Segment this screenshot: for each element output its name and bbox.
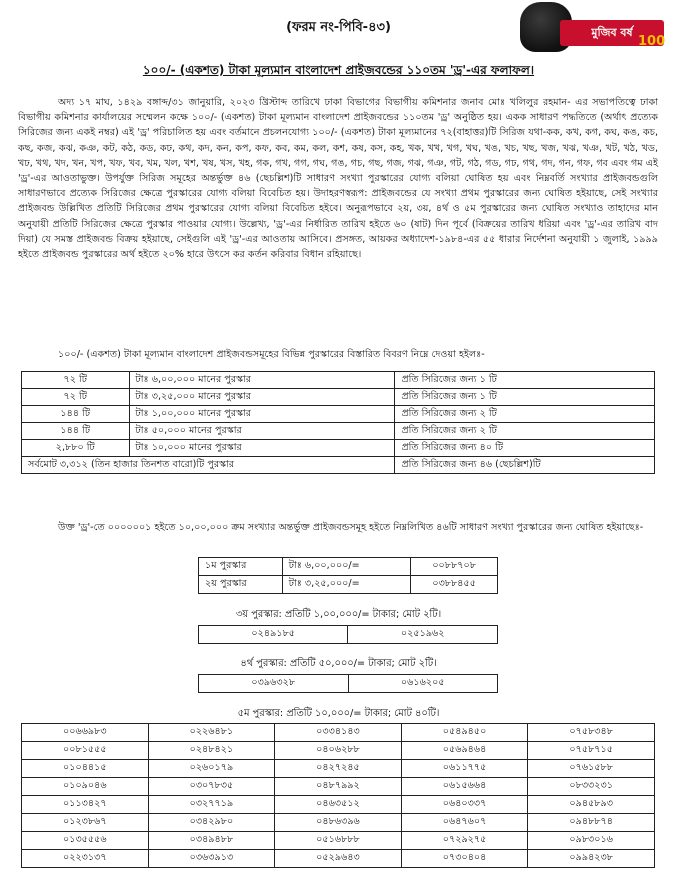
third-prize-table	[198, 625, 498, 644]
prize-count-cell: ২,৮৮০ টি	[22, 440, 130, 457]
prize-total-label: সর্বমোট ৩,৩১২ (তিন হাজার তিনশত বারো)টি পুরস্কার	[22, 457, 395, 474]
fifth-prize-number: ০১১৩৪২৭	[22, 796, 149, 814]
prize-amount-cell: টাঃ ৩,২৫,০০০ মানের পুরস্কার	[129, 389, 395, 406]
fifth-prize-number: ০৪৬৩৫১২	[275, 796, 402, 814]
table-row-total	[22, 457, 655, 474]
fifth-prize-number: ০৪৮৬৩৯৬	[275, 814, 402, 832]
mujib-borsho-logo	[520, 2, 670, 52]
first-second-prize-table	[198, 557, 498, 594]
fifth-prize-number: ০৮৩৩২৩১	[528, 778, 655, 796]
table-row	[199, 576, 498, 594]
prize-number-cell: ০৩৮৮৪৫৫	[411, 576, 498, 594]
logo-number: 100	[638, 34, 666, 49]
fifth-prize-number: ০৪৮৭৯৯২	[275, 778, 402, 796]
fifth-prize-number: ০৯৮৩০১৬	[528, 832, 655, 850]
fifth-prize-number: ০৩৬৩৯১৩	[148, 850, 275, 868]
table-row	[22, 440, 655, 457]
table-row	[22, 778, 655, 796]
per-series-cell: প্রতি সিরিজের জন্য ২ টি	[395, 423, 655, 440]
prize-amount-cell: টাঃ ৬,০০,০০০/=	[282, 558, 411, 576]
fifth-prize-number: ০০৮১৫৫৫	[22, 742, 149, 760]
form-number: (ফরম নং-পিবি-৪৩)	[286, 20, 391, 35]
table-row	[22, 372, 655, 389]
table-row	[22, 850, 655, 868]
fifth-prize-number: ০১৩৫৫৫৬	[22, 832, 149, 850]
prize-label-cell: ১ম পুরস্কার	[199, 558, 283, 576]
fourth-prize-table	[198, 674, 498, 693]
fifth-prize-number: ০৭৬১৫৮৮	[528, 760, 655, 778]
fifth-prize-caption: ৫ম পুরস্কার: প্রতিটি ১০,০০০/= টাকার; মোট ৪০টি।	[237, 708, 440, 719]
third-prize-number: ০২৫১৯৬২	[348, 626, 498, 644]
fifth-prize-number: ০৭৫৮৩৪৮	[528, 724, 655, 742]
fifth-prize-number: ০১০৯০৪৬	[22, 778, 149, 796]
table-row	[22, 389, 655, 406]
fifth-prize-number: ০৩০৭৮৩৫	[148, 778, 275, 796]
fifth-prize-number: ০৯৪৮৮৭৪	[528, 814, 655, 832]
prize-amount-cell: টাঃ ১০,০০০ মানের পুরস্কার	[129, 440, 395, 457]
table-row	[22, 742, 655, 760]
table-row	[199, 675, 498, 693]
fifth-prize-number: ০১০৪৪১৫	[22, 760, 149, 778]
body-paragraph	[18, 95, 658, 262]
prize-amount-cell: টাঃ ৩,২৫,০০০/=	[282, 576, 411, 594]
prize-count-cell: ৭২ টি	[22, 389, 130, 406]
third-prize-caption: ৩য় পুরস্কার: প্রতিটি ১,০০,০০০/= টাকার; মোট ২টি।	[235, 609, 442, 620]
table-row	[199, 558, 498, 576]
prize-count-cell: ৭২ টি	[22, 372, 130, 389]
prize-label-cell: ২য় পুরস্কার	[199, 576, 283, 594]
fifth-prize-number: ০৯৪৫৮৯৩	[528, 796, 655, 814]
logo-text: মুজিব বর্ষ	[560, 20, 664, 46]
per-series-cell: প্রতি সিরিজের জন্য ৪০ টি	[395, 440, 655, 457]
table-row	[22, 406, 655, 423]
per-series-cell: প্রতি সিরিজের জন্য ২ টি	[395, 406, 655, 423]
fifth-prize-number: ০৪০৬২৮৮	[275, 742, 402, 760]
table-row	[22, 796, 655, 814]
prize-amount-cell: টাঃ ১,০০,০০০ মানের পুরস্কার	[129, 406, 395, 423]
fifth-prize-number: ০৭৫৮৭১৫	[528, 742, 655, 760]
fifth-prize-number: ০৪২৭২৪৫	[275, 760, 402, 778]
fifth-prize-number: ০০৬৬৯৮৩	[22, 724, 149, 742]
fifth-prize-number: ০২২৩১৩৭	[22, 850, 149, 868]
prize-count-cell: ১৪৪ টি	[22, 423, 130, 440]
prize-number-cell: ০০৮৮৭০৮	[411, 558, 498, 576]
fifth-prize-number: ০৫১৬৮৮৮	[275, 832, 402, 850]
fifth-prize-number: ০৬১১৭৭৫	[401, 760, 528, 778]
prize-amount-cell: টাঃ ৫০,০০০ মানের পুরস্কার	[129, 423, 395, 440]
fourth-prize-number: ০৬১৬২০৫	[348, 675, 498, 693]
third-prize-number: ০২৪৯১৮৫	[199, 626, 348, 644]
document-title: ১০০/- (একশত) টাকা মূল্যমান বাংলাদেশ প্রাইজবন্ডের ১১০তম 'ড্র'-এর ফলাফল।	[142, 63, 535, 77]
prize-amount-cell: টাঃ ৬,০০,০০০ মানের পুরস্কার	[129, 372, 395, 389]
fifth-prize-number: ০৯৯৪২৩৮	[528, 850, 655, 868]
fifth-prize-number: ০১২৩৮৬৭	[22, 814, 149, 832]
fifth-prize-number: ০৬৪৭৬০৭	[401, 814, 528, 832]
per-series-cell: প্রতি সিরিজের জন্য ১ টি	[395, 372, 655, 389]
fourth-prize-number: ০৩৯৬৩২৮	[199, 675, 349, 693]
fifth-prize-number: ০৩৩৪১৪৩	[275, 724, 402, 742]
fifth-prize-number: ০৭৩০৪০৪	[401, 850, 528, 868]
fifth-prize-number: ০৬৪০৩৩৭	[401, 796, 528, 814]
prize-count-cell: ১৪৪ টি	[22, 406, 130, 423]
fifth-prize-number: ০৫৪৯৪৫০	[401, 724, 528, 742]
table-row	[22, 423, 655, 440]
prize-details-table	[21, 371, 655, 474]
table-row	[22, 760, 655, 778]
table-row	[22, 724, 655, 742]
fourth-prize-caption: ৪র্থ পুরস্কার: প্রতিটি ৫০,০০০/= টাকার; মোট ২টি।	[240, 658, 437, 669]
table-row	[22, 814, 655, 832]
fifth-prize-number: ০৫২৯৬৪৩	[275, 850, 402, 868]
per-series-cell: প্রতি সিরিজের জন্য ১ টি	[395, 389, 655, 406]
prize-total-per-series: প্রতি সিরিজের জন্য ৪৬ (ছেচল্লিশ)টি	[395, 457, 655, 474]
fifth-prize-number: ০২৪৮৪২১	[148, 742, 275, 760]
fifth-prize-number: ০৩৪২৯৮০	[148, 814, 275, 832]
table-row	[199, 626, 498, 644]
fifth-prize-number: ০৭২৯২৭৫	[401, 832, 528, 850]
fifth-prize-number: ০২৬০১৭৯	[148, 760, 275, 778]
fifth-prize-number: ০৬১৫৬৬৪	[401, 778, 528, 796]
body-text: অদ্য ১৭ মাঘ, ১৪২৯ বঙ্গাব্দ/৩১ জানুয়ারি, ২০২৩ খ্রিস্টাব্দ তারিখে ঢাকা বিভাগের বিভাগীয় কমিশনার জনাব মোঃ খলিলুর রহমান- এর সভাপতিত্বে ঢাকা বিভাগীয় কমিশনার কার্যালয়ের সম্মেলন কক্ষে ১০০/- (একশত) টাকা মূল্যমান বাংলাদেশ প্রাইজবন্ডের ১১০তম 'ড্র' অনুষ্ঠিত হয়। একক সাধারণ পদ্ধতিতে (অর্থাৎ প্রত্যেক সিরিজের জন্য একই নম্বর) এই 'ড্র' পরিচালিত হয় এবং বর্তমানে প্রচলনযোগ্য ১০০/- (একশত) টাকা মূল্যমানের ৭২(বাহাত্তর)টি সিরিজ যথা-কক, কখ, কগ, কঘ, কঙ, কচ, কছ, কজ, কঝ, কঞ, কট, কঠ, কড, কঢ, কথ, কদ, কন, কপ, কফ, কব, কম, কল, কশ, কষ, কস, কহ, খক, খখ, খগ, খঘ, খঙ, খচ, খছ, খজ, খঝ, খঞ, খট, খঠ, খড, খঢ, খথ, খদ, খন, খপ, খফ, খব, খম, খল, খশ, খষ, খস, খহ, গক, গখ, গগ, গঘ, গঙ, গচ, গছ, গজ, গঝ, গঞ, গট, গঠ, গড, গঢ, গথ, গদ, গন, গফ, গব এবং গম এই 'ড্র'-এর আওতাভুক্ত। উপর্যুক্ত সিরিজ সমূহের অন্তর্ভুক্ত ৪৬ (ছেচল্লিশ)টি সাধারণ সংখ্যা পুরস্কারের যোগ্য বলিয়া ঘোষিত হয় এবং নিম্নবর্তি সংখ্যার প্রাইজবন্ডগুলি সাধারণভাবে প্রত্যেক সিরিজের ক্ষেত্রে পুরস্কারের যোগ্য বলিয়া বিবেচিত হয়। উদাহরণস্বরূপ: প্রাইজবন্ডের যে সংখ্যা প্রথম পুরস্কারের জন্য ঘোষিত হইয়াছে, সেই সংখ্যার প্রাইজবন্ড উল্লিখিত প্রতিটি সিরিজের প্রথম পুরস্কারের যোগ্য বলিয়া বিবেচিত হইবে। অনুরূপভাবে ২য়, ৩য়, ৪র্থ ও ৫ম পুরস্কারের জন্য ঘোষিত সংখ্যাও তাহাদের মান অনুযায়ী প্রতিটি সিরিজের ক্ষেত্রে পুরস্কার পাওয়ার যোগ্য। উল্লেখ্য, 'ড্র'-এর নির্ধারিত তারিখ হইতে ৬০ (ষাট) দিন পূর্বে (বিক্রয়ের তারিখ ধরিয়া এবং 'ড্র'-এর তারিখ বাদ দিয়া) যে সমস্ত প্রাইজবন্ড বিক্রয় হইয়াছে, সেইগুলি এই 'ড্র'-এর আওতায় আসিবে। প্রসঙ্গত, আয়কর অধ্যাদেশ-১৯৮৪-এর ৫৫ ধারার নির্দেশনা অনুযায়ী ১ জুলাই, ১৯৯৯ হইতে প্রাইজবন্ড পুরস্কারের অর্থ হইতে ২০% হারে উৎসে কর কর্তন করিবার বিধান রহিয়াছে।	[18, 97, 658, 261]
fifth-prize-number: ০২২৬৪৮১	[148, 724, 275, 742]
winners-intro: উক্ত 'ড্র'-তে ০০০০০০১ হইতে ১০,০০,০০০ ক্রম সংখ্যার অন্তর্ভুক্ত প্রাইজবন্ডসমূহ হইতে নিম্নলিখিত ৪৬টি সাধারণ সংখ্যা পুরস্কারের জন্য ঘোষিত হইয়াছেঃ-	[58, 522, 644, 533]
details-intro: ১০০/- (একশত) টাকা মূল্যমান বাংলাদেশ প্রাইজবন্ডসমূহের বিভিন্ন পুরস্কারের বিস্তারিত বিবরণ নিম্নে দেওয়া হইলঃ-	[58, 349, 485, 360]
fifth-prize-table	[21, 723, 655, 868]
fifth-prize-number: ০৩৪৯৪৮৮	[148, 832, 275, 850]
table-row	[22, 832, 655, 850]
fifth-prize-number: ০৫৬৯৪৬৪	[401, 742, 528, 760]
fifth-prize-number: ০৩২৭৭১৯	[148, 796, 275, 814]
